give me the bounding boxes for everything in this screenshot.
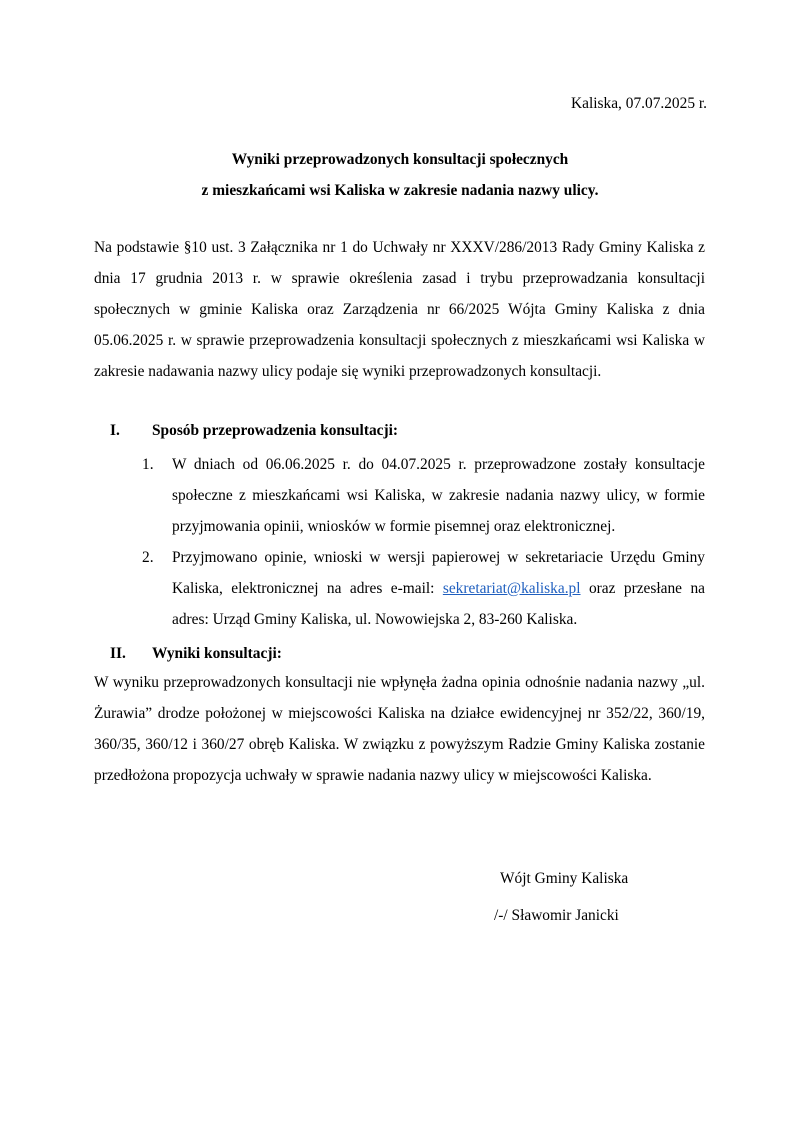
document-title-line-2: z mieszkańcami wsi Kaliska w zakresie nadania nazwy ulicy. [201,182,599,199]
section-2-number: II. [110,645,126,662]
signature-role: Wójt Gminy Kaliska [500,870,629,887]
section-1-title: Sposób przeprowadzenia konsultacji: [152,422,398,439]
signature-name: /-/ Sławomir Janicki [494,907,619,924]
list-item-text-after: oraz przesłane na adres: Urząd Gminy Kaliska, ul. Nowowiejska 2, 83-260 Kaliska. [172,580,705,628]
email-link[interactable]: sekretariat@kaliska.pl [442,580,581,597]
list-item-text: W dniach od 06.06.2025 r. do 04.07.2025 r. przeprowadzone zostały konsultacje społeczne z mieszkańcami wsi Kaliska, w zakresie nadania nazwy ulicy, w formie przyjmowania opinii, wniosków w formie pisemnej oraz elektronicznej. [172,456,705,535]
intro-paragraph: Na podstawie §10 ust. 3 Załącznika nr 1 do Uchwały nr XXXV/286/2013 Rady Gminy Kaliska z dnia 17 grudnia 2013 r. w sprawie określenia zasad i trybu przeprowadzania konsultacji społecznych w gminie Kaliska oraz Zarządzenia nr 66/2025 Wójta Gminy Kaliska z dnia 05.06.2025 r. w sprawie przeprowadzenia konsultacji społecznych z mieszkańcami wsi Kaliska w zakresie nadawania nazwy ulicy podaje się wyniki przeprowadzonych konsultacji. [94,239,705,380]
list-item-number: 2. [142,549,154,566]
list-item-number: 1. [142,456,154,473]
section-2-heading [110,645,282,663]
list-item-text [172,542,705,635]
list-item [142,542,705,635]
section-1-heading [110,422,398,440]
list-item-text-before: Przyjmowano opinie, wnioski w wersji papierowej w sekretariacie Urzędu Gminy Kaliska, elektronicznej na adres e-mail: [172,549,705,597]
document-title-line-1: Wyniki przeprowadzonych konsultacji społecznych [231,151,569,168]
place-date: Kaliska, 07.07.2025 r. [571,95,707,112]
section-1-number: I. [110,422,120,439]
results-paragraph: W wyniku przeprowadzonych konsultacji nie wpłynęła żadna opinia odnośnie nadania nazwy „ul. Żurawia” drodze położonej w miejscowości Kaliska na działce ewidencyjnej nr 352/22, 360/19, 360/35, 360/12 i 360/27 obręb Kaliska. W związku z powyższym Radzie Gminy Kaliska zostanie przedłożona propozycja uchwały w sprawie nadania nazwy ulicy w miejscowości Kaliska. [94,674,705,784]
section-2-title: Wyniki konsultacji: [152,645,282,662]
list-item [142,449,705,542]
